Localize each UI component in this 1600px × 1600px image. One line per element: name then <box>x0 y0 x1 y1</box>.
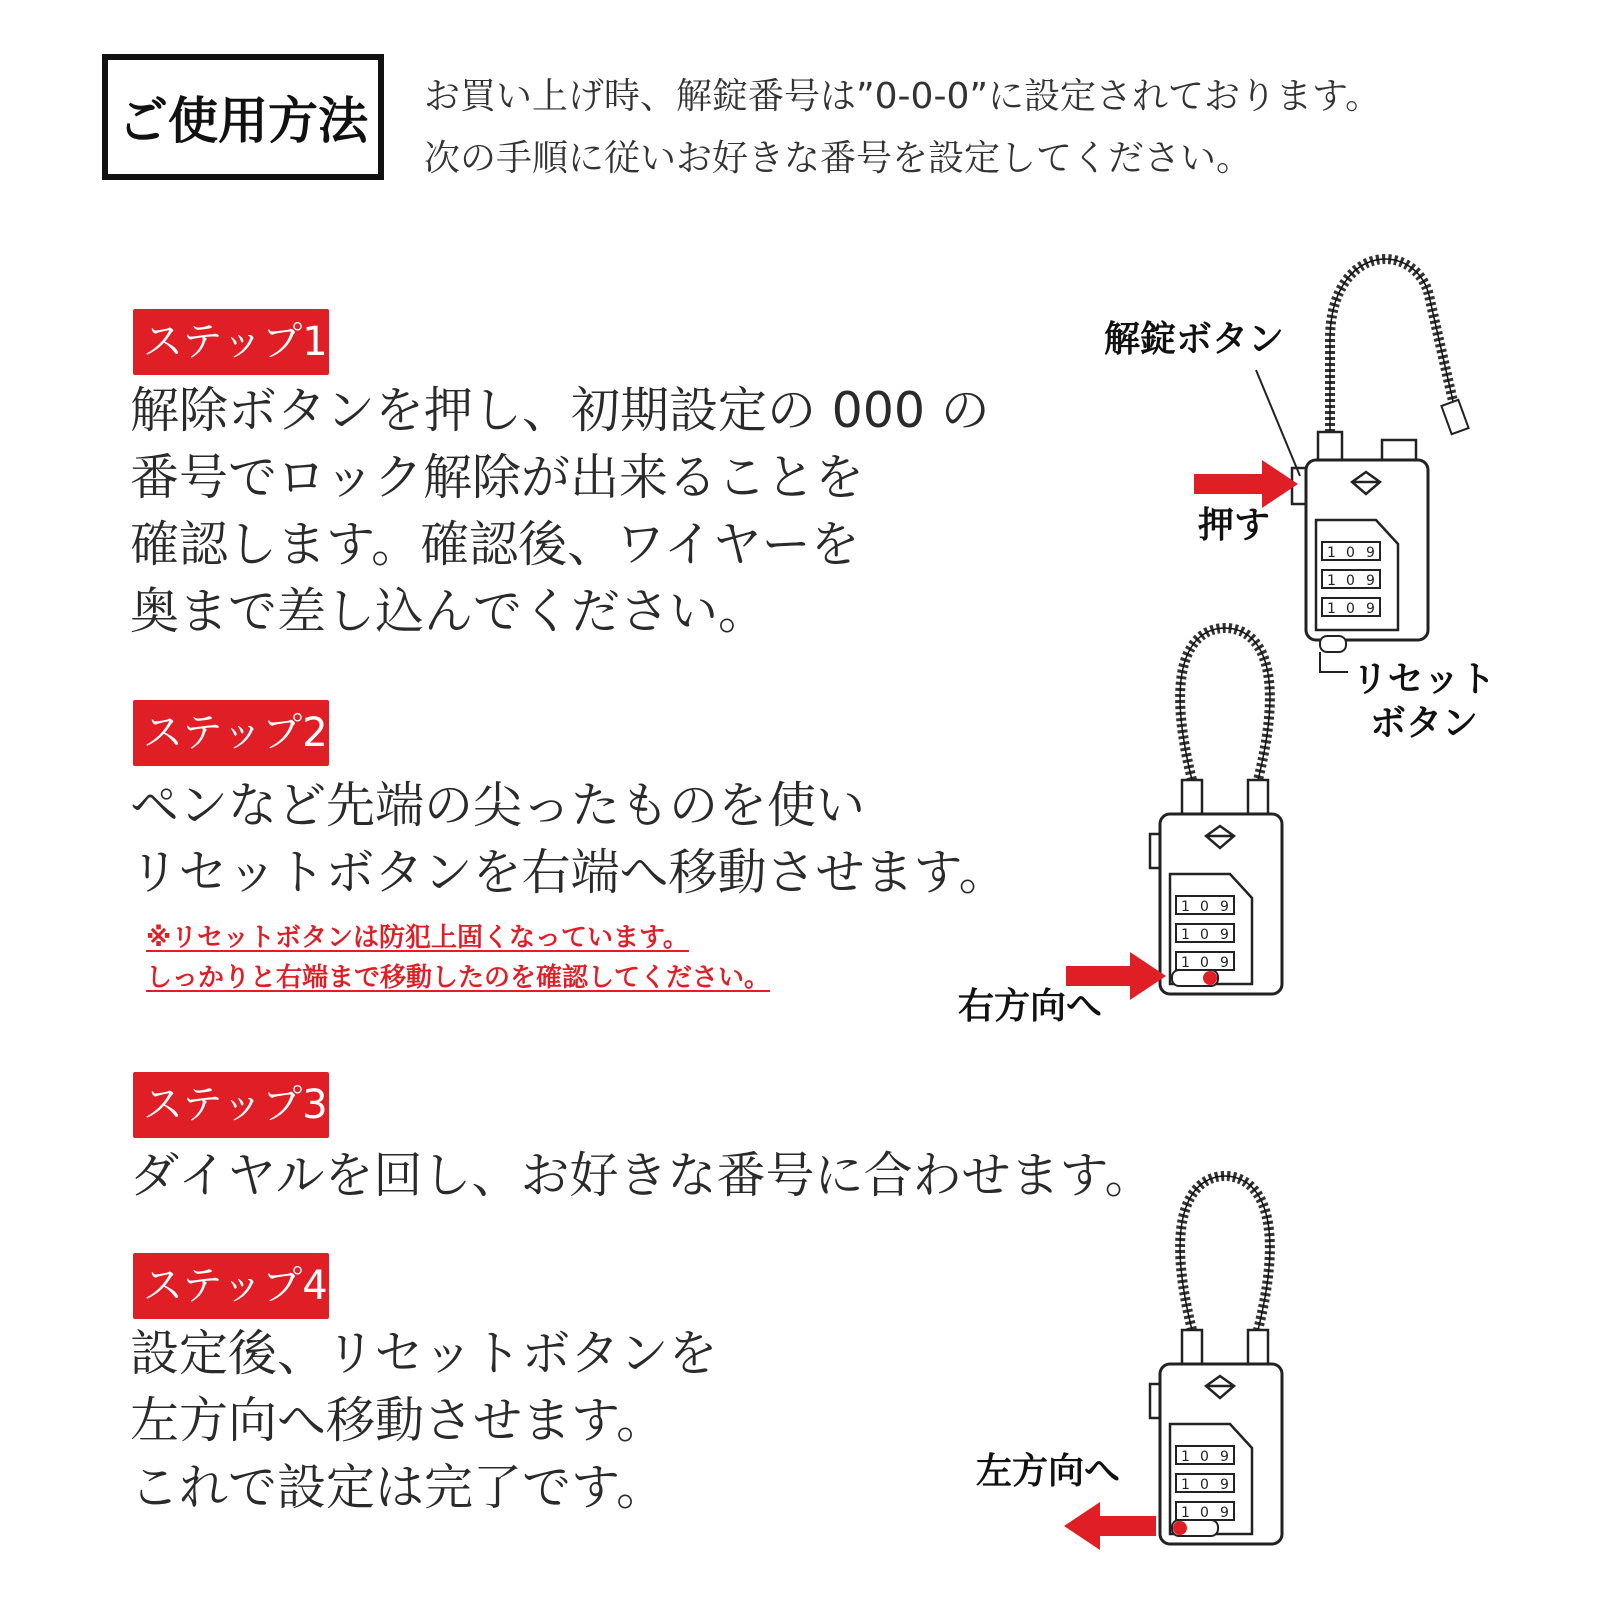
reset-label-line-1: リセット <box>1352 659 1496 700</box>
lock-icon <box>1256 259 1469 672</box>
step-4-line-1: 設定後、リセットボタンを <box>130 1325 718 1382</box>
step-1-badge: ステップ1 <box>133 309 329 375</box>
step-3-badge: ステップ3 <box>133 1072 329 1138</box>
intro-line-2: 次の手順に従いお好きな番号を設定してください。 <box>424 138 1253 179</box>
step-2-badge: ステップ2 <box>133 700 329 766</box>
left-direction-label: 左方向へ <box>976 1451 1121 1492</box>
step-2-line-1: ペンなど先端の尖ったものを使い <box>130 777 866 834</box>
page-title: ご使用方法 <box>102 54 384 180</box>
right-direction-label: 右方向へ <box>958 986 1103 1027</box>
step-1-line-1: 解除ボタンを押し、初期設定の 000 の <box>130 382 990 439</box>
step-1-line-4: 奥まで差し込んでください。 <box>130 583 768 640</box>
arrow-right-icon <box>1194 460 1298 508</box>
push-label: 押す <box>1198 505 1271 546</box>
reset-label-line-2: ボタン <box>1370 703 1479 744</box>
lock-icon <box>1150 1176 1282 1544</box>
step-2-note-line-2: しっかりと右端まで移動したのを確認してください。 <box>146 963 771 993</box>
lock-diagrams: 1 0 9 1 0 9 1 0 9 <box>0 0 1600 1600</box>
lock-icon <box>1150 628 1282 994</box>
step-3-line-1: ダイヤルを回し、お好きな番号に合わせます。 <box>130 1147 1154 1204</box>
step-4-line-3: これで設定は完了です。 <box>130 1459 666 1516</box>
unlock-button-label: 解錠ボタン <box>1104 319 1285 360</box>
arrow-left-icon <box>1064 1502 1156 1550</box>
step-4-line-2: 左方向へ移動させます。 <box>130 1392 666 1449</box>
arrow-right-icon <box>1066 952 1166 1000</box>
intro-line-1: お買い上げ時、解錠番号は”0-0-0”に設定されております。 <box>424 76 1382 117</box>
step-2-line-2: リセットボタンを右端へ移動させます。 <box>130 844 1008 901</box>
step-1-line-3: 確認します。確認後、ワイヤーを <box>130 516 860 573</box>
step-2-note-line-1: ※リセットボタンは防犯上固くなっています。 <box>146 923 689 953</box>
step-1-line-2: 番号でロック解除が出来ることを <box>130 449 865 506</box>
step-4-badge: ステップ4 <box>133 1253 329 1319</box>
